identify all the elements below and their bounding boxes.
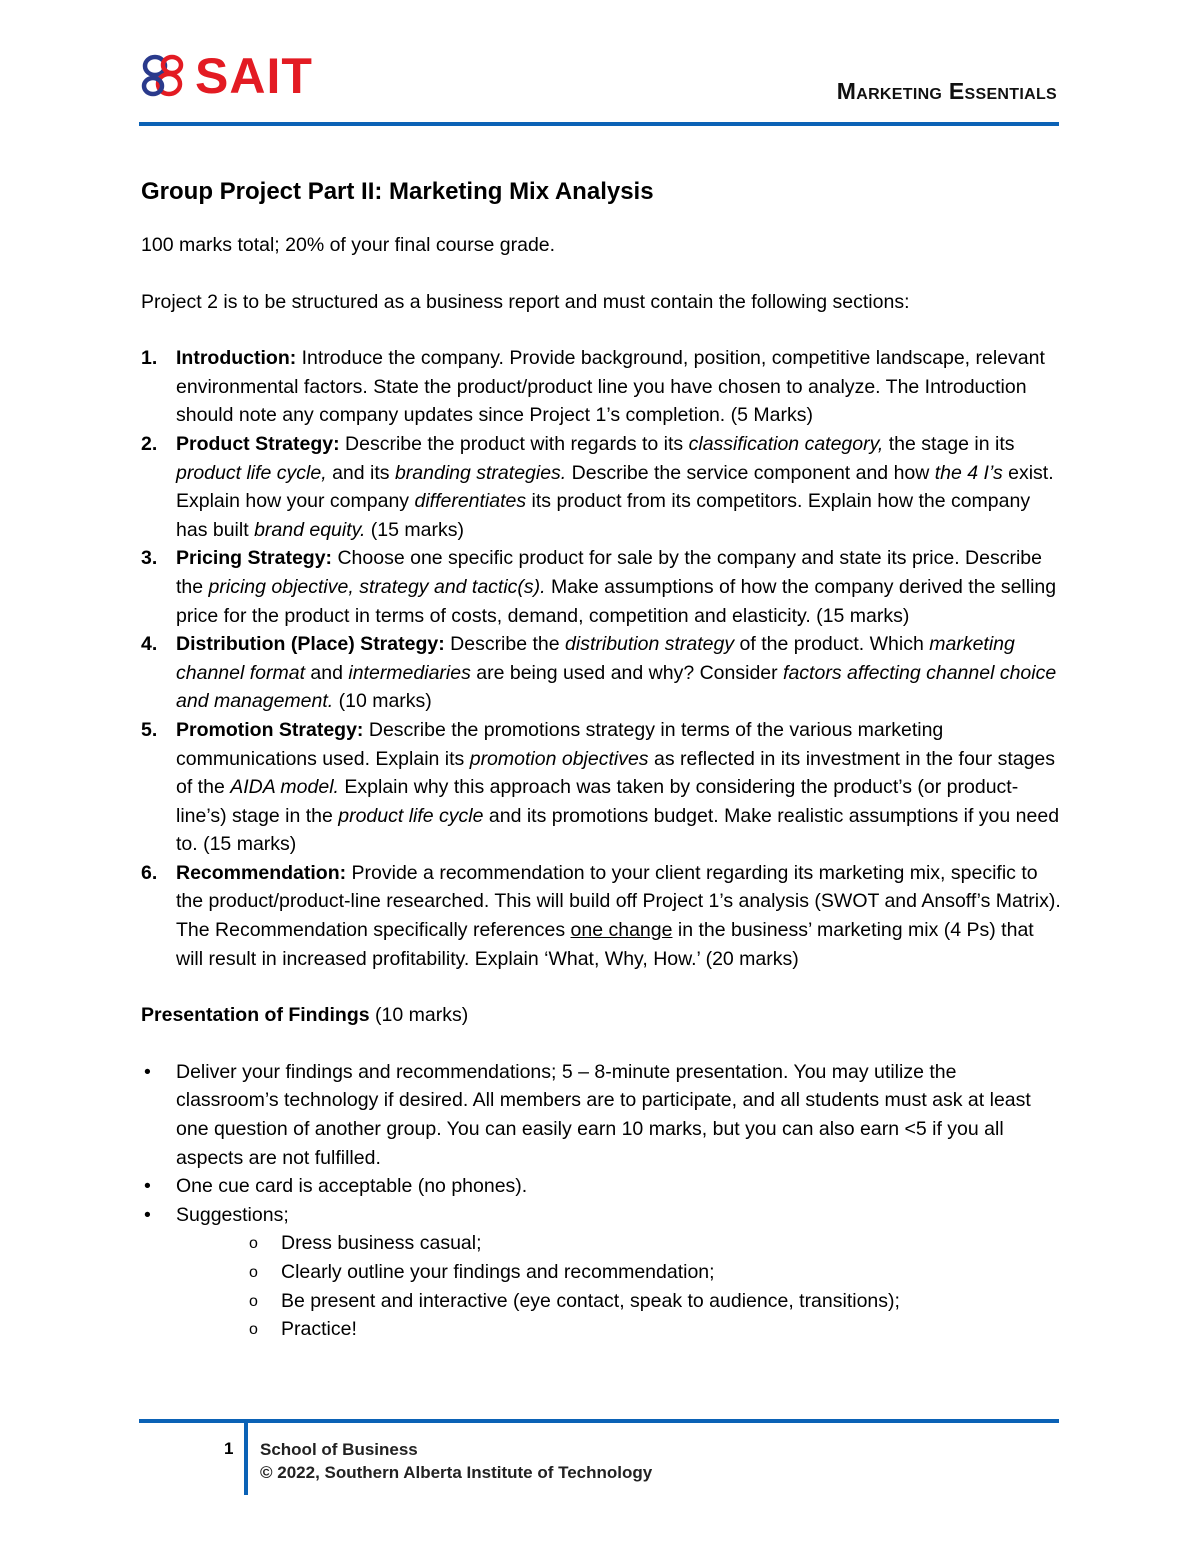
page-title: Group Project Part II: Marketing Mix Analysis (141, 178, 654, 205)
bullet-icon: • (144, 1203, 151, 1226)
section-label: Recommendation: (176, 861, 347, 884)
sait-logo (139, 50, 313, 102)
section-text: Introduce the company. Provide background, position, competitive landscape, relevant environmental factors. State the product/product line you have chosen to analyze. The Introduction should note any company updates since Project 1’s completion. (5 Marks) (176, 347, 1045, 427)
section-label: Introduction: (176, 347, 297, 370)
presentation-bullets (141, 1058, 1061, 1344)
sub-bullet-text: Dress business casual; (281, 1232, 482, 1255)
section-text: Describe the service component and how (566, 461, 935, 484)
emphasis-text: brand equity. (254, 518, 366, 541)
sait-emblem-icon (139, 51, 189, 101)
section-label: Distribution (Place) Strategy: (176, 633, 445, 656)
emphasis-text: branding strategies. (394, 461, 567, 484)
sections-list (141, 344, 1061, 973)
emphasis-text: marketing channel format (176, 633, 1015, 684)
bullet-icon: • (144, 1060, 151, 1083)
underlined-text: one change (570, 919, 673, 942)
presentation-marks: (10 marks) (369, 1004, 469, 1027)
logo-text: SAIT (195, 48, 313, 104)
section-text: are being used and why? Consider (470, 661, 784, 684)
marks-line: 100 marks total; 20% of your final course grade. (141, 234, 556, 256)
emphasis-text: differentiates (414, 490, 527, 513)
circle-bullet-icon: o (249, 1321, 258, 1339)
section-text: Explain why this approach was taken by considering the product’s (or product-line’s) stage in the (176, 776, 1019, 827)
header-divider (139, 122, 1059, 126)
section-text: Describe the (444, 633, 566, 656)
intro-line: Project 2 is to be structured as a business report and must contain the following sections: (141, 290, 910, 313)
document-body (141, 175, 1061, 1344)
footer-divider (139, 1419, 1059, 1423)
bullet-item (141, 1201, 1061, 1344)
section-text: Describe the product with regards to its (339, 432, 689, 455)
section-text: the stage in its (883, 432, 1015, 455)
emphasis-text: product life cycle (338, 804, 484, 827)
section-text: as reflected in its investment in the four stages of the (176, 747, 1056, 799)
section-item (141, 716, 1061, 859)
emphasis-text: product life cycle, (176, 461, 327, 484)
section-text: Choose one specific product for sale by the company and state its price. Describe the (176, 547, 1042, 598)
section-text: Make assumptions of how the company derived the selling price for the product in terms of costs, demand, competition and elasticity. (15 marks) (176, 575, 1057, 627)
sub-bullet-item (176, 1258, 1061, 1287)
section-text: (10 marks) (333, 690, 432, 713)
section-item (141, 630, 1061, 716)
bullet-icon: • (144, 1175, 151, 1198)
section-label: Product Strategy: (176, 432, 340, 455)
bullet-item (141, 1058, 1061, 1172)
section-number: 5. (141, 718, 158, 741)
emphasis-text: factors affecting channel choice and management. (176, 661, 1057, 713)
sub-bullet-item (176, 1315, 1061, 1344)
sub-bullet-text: Clearly outline your findings and recommendation; (281, 1261, 715, 1283)
emphasis-text: AIDA model. (230, 776, 339, 799)
section-text: exist. Explain how your company (176, 461, 1054, 513)
circle-bullet-icon: o (249, 1292, 258, 1310)
emphasis-text: promotion objectives (469, 747, 649, 770)
bullet-text: One cue card is acceptable (no phones). (176, 1175, 528, 1198)
presentation-heading-label: Presentation of Findings (141, 1004, 370, 1027)
section-item (141, 859, 1061, 973)
section-text: of the product. Which (734, 633, 930, 656)
circle-bullet-icon: o (249, 1264, 258, 1281)
emphasis-text: classification category, (688, 432, 884, 455)
section-number: 6. (141, 861, 158, 884)
section-text: in the business’ marketing mix (4 Ps) that will result in increased profitability. Explain ‘What, Why, How.’ (20 marks) (176, 919, 1034, 970)
section-item (141, 544, 1061, 630)
sub-bullet-text: Be present and interactive (eye contact, speak to audience, transitions); (281, 1289, 900, 1312)
page-number: 1 (224, 1439, 234, 1458)
section-item (141, 344, 1061, 430)
bullet-item (141, 1172, 1061, 1201)
bullet-text: Deliver your findings and recommendations; 5 – 8-minute presentation. You may utilize the classroom’s technology if desired. All members are to participate, and all students must ask at least one question of another group. You can easily earn 10 marks, but you can also earn <5 if you all aspects are not fulfilled. (176, 1060, 1031, 1169)
section-text: and its (326, 461, 395, 484)
sub-bullet-text: Practice! (281, 1318, 357, 1341)
course-title: Marketing Essentials (836, 78, 1057, 104)
section-number: 2. (141, 432, 158, 455)
section-text: Describe the promotions strategy in terms of the various marketing communications used. Explain its (176, 718, 944, 770)
section-label: Pricing Strategy: (176, 547, 333, 570)
section-text: (15 marks) (365, 518, 464, 541)
suggestion-list (176, 1229, 1061, 1343)
section-label: Promotion Strategy: (176, 718, 364, 741)
emphasis-text: pricing objective, strategy and tactic(s). (208, 575, 546, 598)
presentation-heading (141, 1001, 1061, 1030)
emphasis-text: intermediaries (348, 661, 471, 684)
section-number: 3. (141, 547, 158, 570)
section-text: and its promotions budget. Make realistic assumptions if you need to. (15 marks) (176, 804, 1060, 856)
section-number: 1. (141, 347, 158, 370)
footer-vertical-rule (244, 1423, 248, 1495)
section-text: its product from its competitors. Explain how the company has built (176, 490, 1031, 541)
emphasis-text: the 4 I’s (934, 461, 1003, 484)
sub-bullet-item (176, 1229, 1061, 1258)
circle-bullet-icon: o (249, 1235, 258, 1253)
footer-school: School of Business (260, 1440, 418, 1459)
section-number: 4. (141, 633, 158, 656)
section-text: Provide a recommendation to your client regarding its marketing mix, specific to the product/product-line researched. This will build off Project 1’s analysis (SWOT and Ansoff’s Matrix). The Recommendation specifically references (176, 861, 1061, 942)
section-item (141, 430, 1061, 544)
bullet-text: Suggestions; (176, 1203, 289, 1226)
footer-text (260, 1438, 652, 1484)
section-text: and (305, 661, 349, 684)
sub-bullet-item (176, 1287, 1061, 1316)
footer-copyright: © 2022, Southern Alberta Institute of Technology (260, 1463, 653, 1482)
emphasis-text: distribution strategy (565, 633, 735, 656)
